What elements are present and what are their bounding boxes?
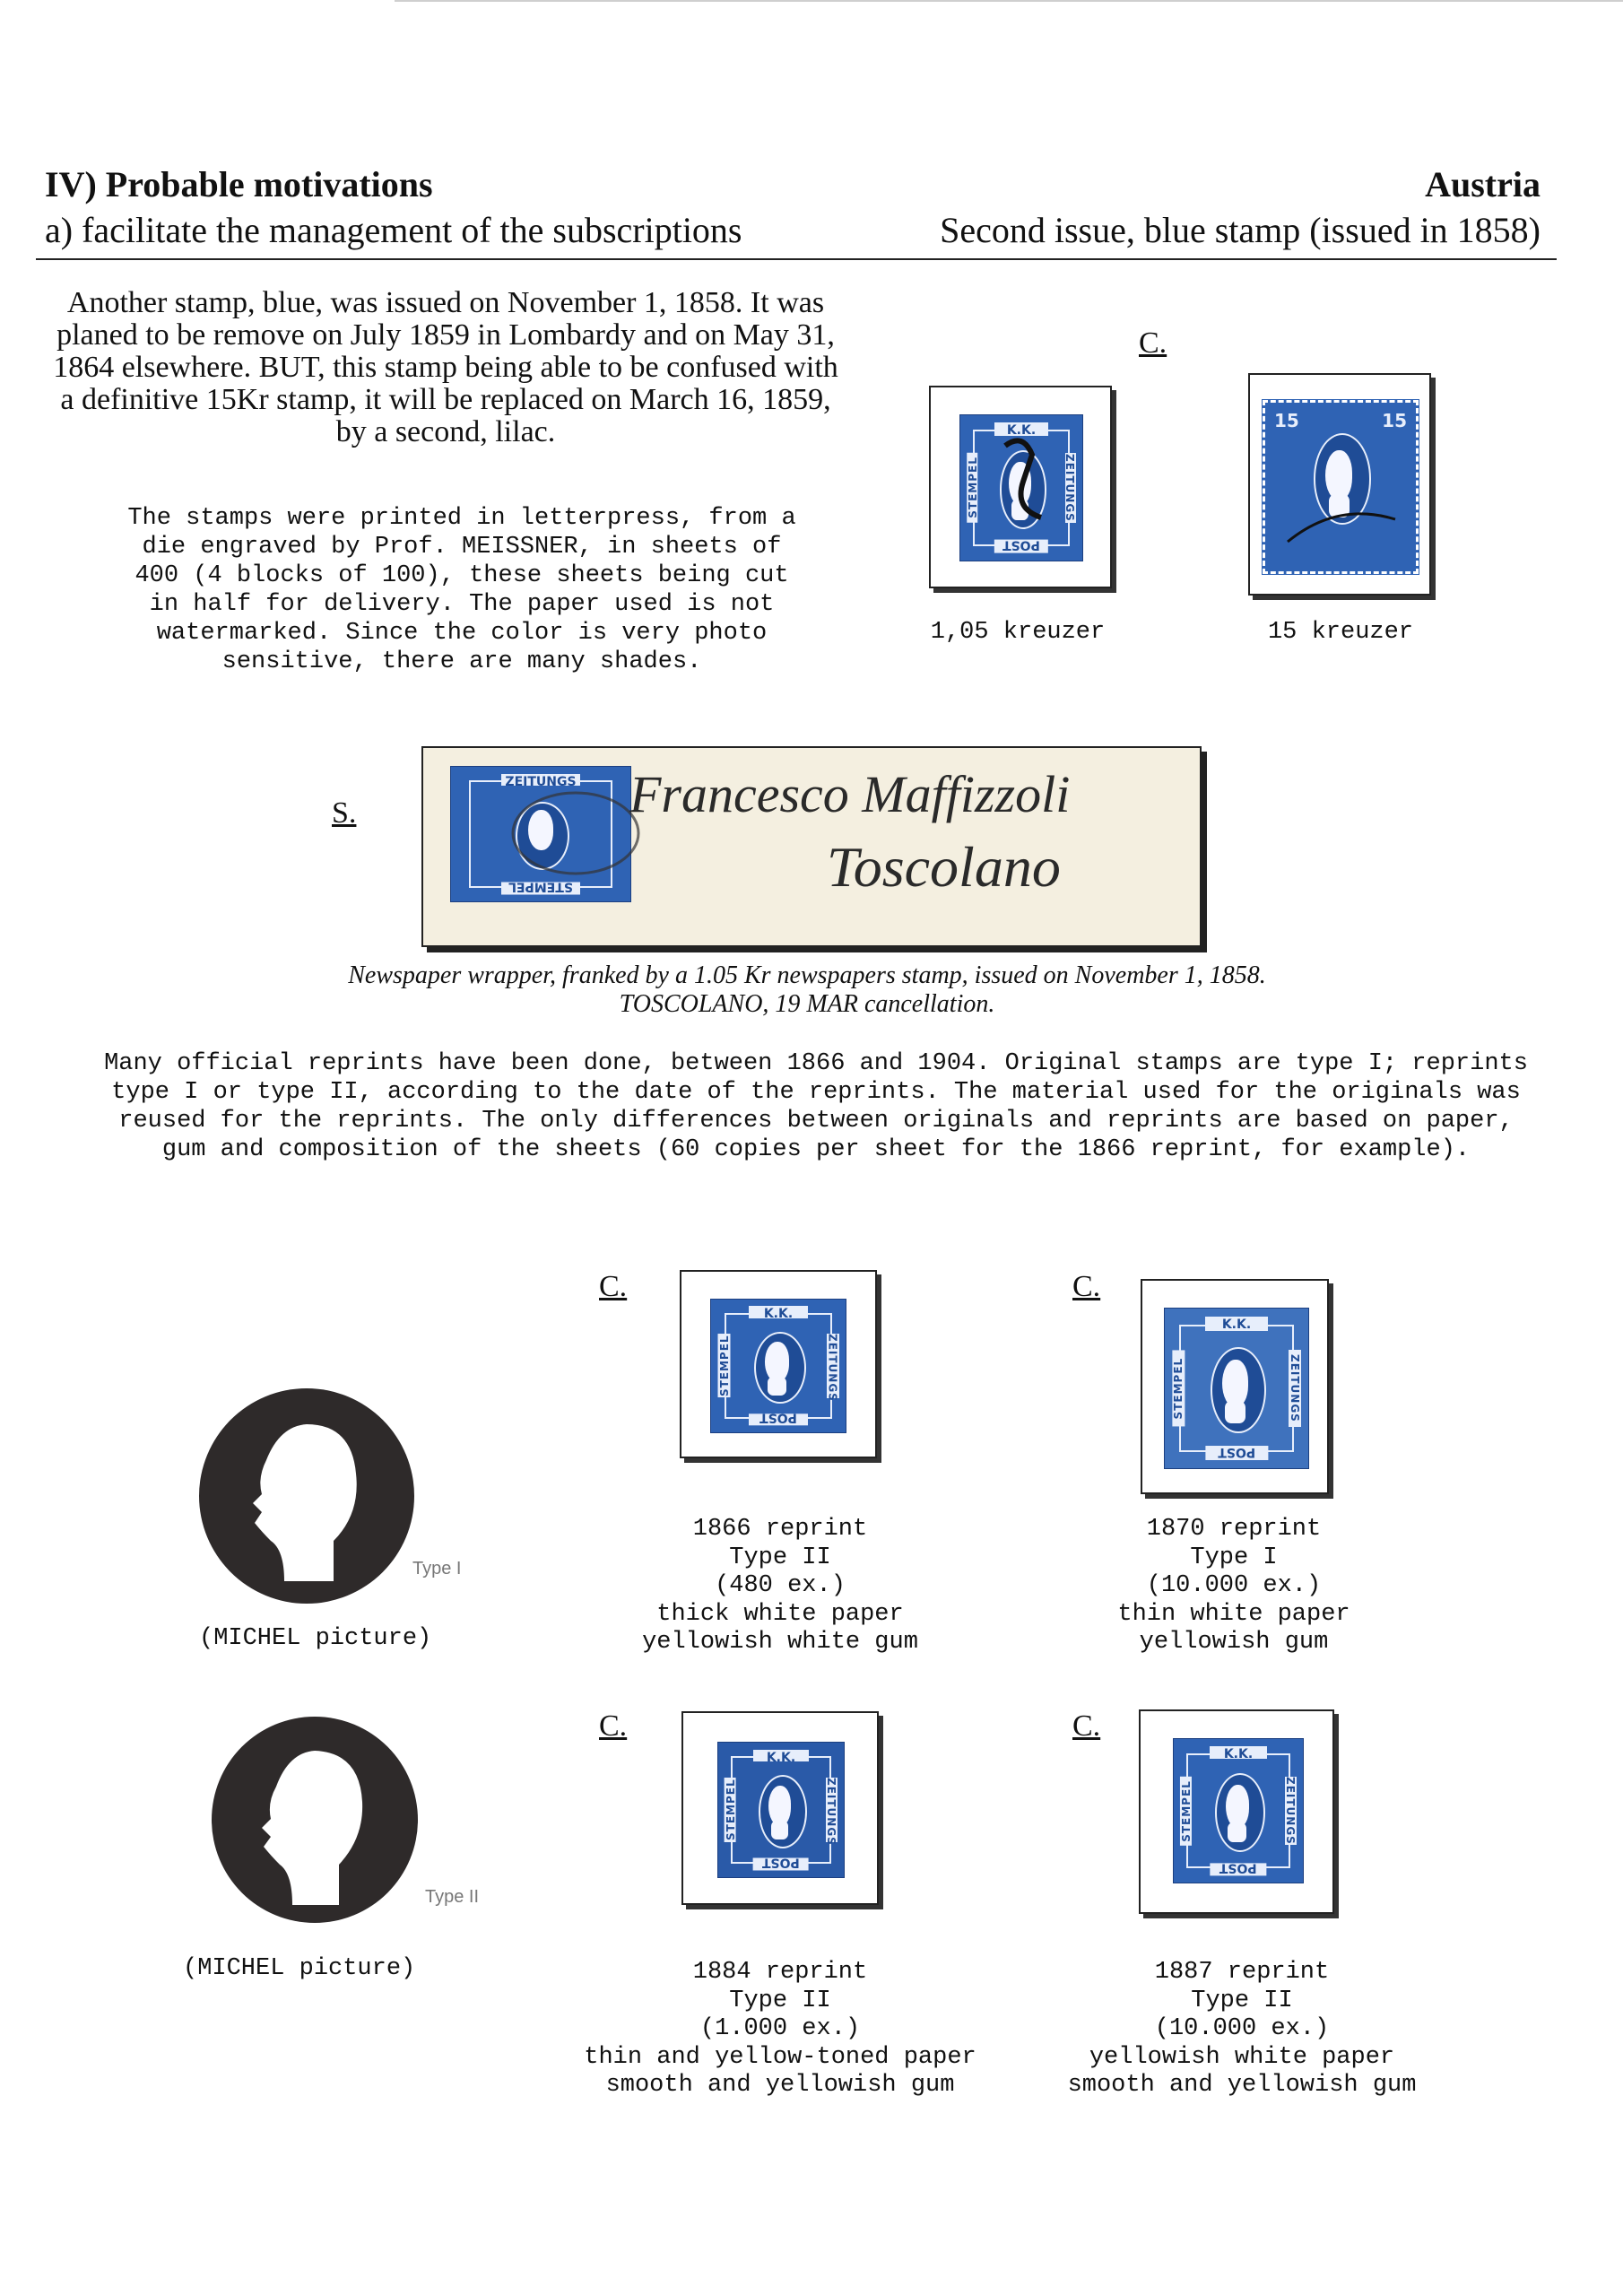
issue-title: Second issue, blue stamp (issued in 1858): [940, 210, 1541, 250]
reprint-1866-label: C.: [599, 1270, 628, 1303]
wrapper-stamp-zeitungs: ZEITUNGS: [501, 774, 580, 787]
reprint-1887-kk: K.K.: [1210, 1746, 1266, 1759]
wrapper-label: S.: [332, 796, 357, 830]
michel-type-2-caption: (MICHEL picture): [183, 1955, 416, 1982]
stamp-2-frame: [1248, 373, 1431, 596]
profile-head-icon: [199, 1388, 414, 1604]
reprint-1866-frame: [680, 1270, 877, 1458]
wrapper-town: Toscolano: [827, 835, 1061, 899]
reprint-1870-stempel: STEMPEL: [1172, 1350, 1185, 1426]
stamp-1-kk: K.K.: [994, 422, 1048, 436]
reprint-1866-zeitungs: ZEITUNGS: [826, 1334, 839, 1403]
michel-type-2-label: Type II: [425, 1887, 480, 1907]
stamp-1-caption: 1,05 kreuzer: [930, 619, 1106, 646]
reprint-1866-post: POST: [749, 1413, 808, 1425]
stamp-1-frame: [929, 386, 1112, 588]
stamp-1-label: C.: [1139, 326, 1167, 360]
stamp-1-post: POST: [994, 540, 1048, 553]
page-title: IV) Probable motivations: [45, 164, 433, 204]
stamp-2-caption: 15 kreuzer: [1267, 619, 1414, 646]
cancel-mark-icon: [996, 428, 1059, 526]
wrapper-caption: Newspaper wrapper, franked by a 1.05 Kr newspapers stamp, issued on November 1, 1858. TOSCOLANO, 19 MAR cancellation.: [348, 961, 1266, 1018]
reprint-1884-stempel: STEMPEL: [725, 1779, 737, 1841]
cancel-postmark-icon: [504, 784, 647, 883]
michel-type-1-caption: (MICHEL picture): [199, 1625, 432, 1652]
reprint-1887-zeitungs: ZEITUNGS: [1283, 1777, 1297, 1845]
stamp-1: [959, 414, 1083, 561]
stamp-2-value-left: 15: [1274, 410, 1299, 431]
reprint-1887-stempel: STEMPEL: [1180, 1777, 1192, 1846]
reprint-1884-post: POST: [753, 1858, 809, 1871]
reprint-1887-stamp: [1173, 1738, 1304, 1883]
intro-paragraph: Another stamp, blue, was issued on November 1, 1858. It was planed to be remove on July 1859 in Lombardy and on May 31, 1864 elsewhere. BUT, this stamp being able to be confused with a definitive 15Kr stamp, it will be replaced on March 16, 1859, by a second, lilac.: [53, 286, 838, 448]
wrapper-addressee: Francesco Maffizzoli: [629, 765, 1071, 823]
reprint-1866-caption: 1866 reprint Type II (480 ex.) thick white paper yellowish white gum: [642, 1516, 918, 1656]
stamp-2: [1263, 400, 1419, 574]
reprint-1870-label: C.: [1072, 1270, 1101, 1303]
printing-paragraph: The stamps were printed in letterpress, from a die engraved by Prof. MEISSNER, in sheets of 400 (4 blocks of 100), these sheets being cut in half for delivery. The paper used is not watermarked. Since the color is very photo sensitive, there are many shades.: [127, 505, 796, 675]
header-divider: [36, 258, 1557, 260]
stamp-1-stempel: STEMPEL: [967, 453, 977, 523]
stamp-1-zeitungs: ZEITUNGS: [1063, 454, 1077, 522]
reprint-1884-caption: 1884 reprint Type II (1.000 ex.) thin and yellow-toned paper smooth and yellowish gum: [584, 1959, 976, 2099]
wrapper-stamp-stempel: STEMPEL: [501, 883, 580, 895]
michel-type-2-portrait: [212, 1717, 418, 1923]
reprint-1870-kk: K.K.: [1205, 1317, 1268, 1331]
reprint-1870-zeitungs: ZEITUNGS: [1289, 1350, 1301, 1426]
reprint-1887-caption: 1887 reprint Type II (10.000 ex.) yellowish white paper smooth and yellowish gum: [1067, 1959, 1417, 2099]
michel-type-1-label: Type I: [412, 1559, 462, 1578]
reprint-1884-kk: K.K.: [753, 1750, 809, 1762]
reprint-1884-zeitungs: ZEITUNGS: [825, 1778, 838, 1846]
reprint-1884-stamp: [717, 1742, 845, 1878]
reprint-1866-kk: K.K.: [749, 1306, 808, 1318]
reprint-1870-frame: [1141, 1279, 1329, 1494]
country-title: Austria: [1425, 164, 1541, 204]
reprints-paragraph: Many official reprints have been done, between 1866 and 1904. Original stamps are type I; reprints type I or type II, according to the date of the reprints. The material used for the originals was reused for the reprints. The only differences between originals and reprints are based on paper, gum and composition of the sheets (60 copies per sheet for the 1866 reprint, for example).: [104, 1050, 1528, 1163]
reprint-1870-stamp: [1164, 1308, 1309, 1469]
cancel-mark-icon: [1283, 501, 1400, 546]
michel-type-1-portrait: [199, 1388, 414, 1604]
reprint-1887-post: POST: [1210, 1863, 1266, 1875]
top-edge-line: [395, 0, 1623, 2]
stamp-2-value-right: 15: [1382, 410, 1407, 431]
reprint-1887-frame: [1139, 1709, 1334, 1914]
reprint-1887-label: C.: [1072, 1709, 1101, 1743]
reprint-1884-label: C.: [599, 1709, 628, 1743]
profile-head-icon: [212, 1717, 418, 1923]
reprint-1866-stamp: [710, 1299, 846, 1433]
page-subtitle: a) facilitate the management of the subscriptions: [45, 210, 742, 250]
newspaper-wrapper: [421, 746, 1202, 947]
reprint-1866-stempel: STEMPEL: [717, 1335, 731, 1397]
reprint-1884-frame: [681, 1711, 879, 1905]
reprint-1870-post: POST: [1205, 1446, 1268, 1460]
reprint-1870-caption: 1870 reprint Type I (10.000 ex.) thin white paper yellowish gum: [1117, 1516, 1350, 1656]
